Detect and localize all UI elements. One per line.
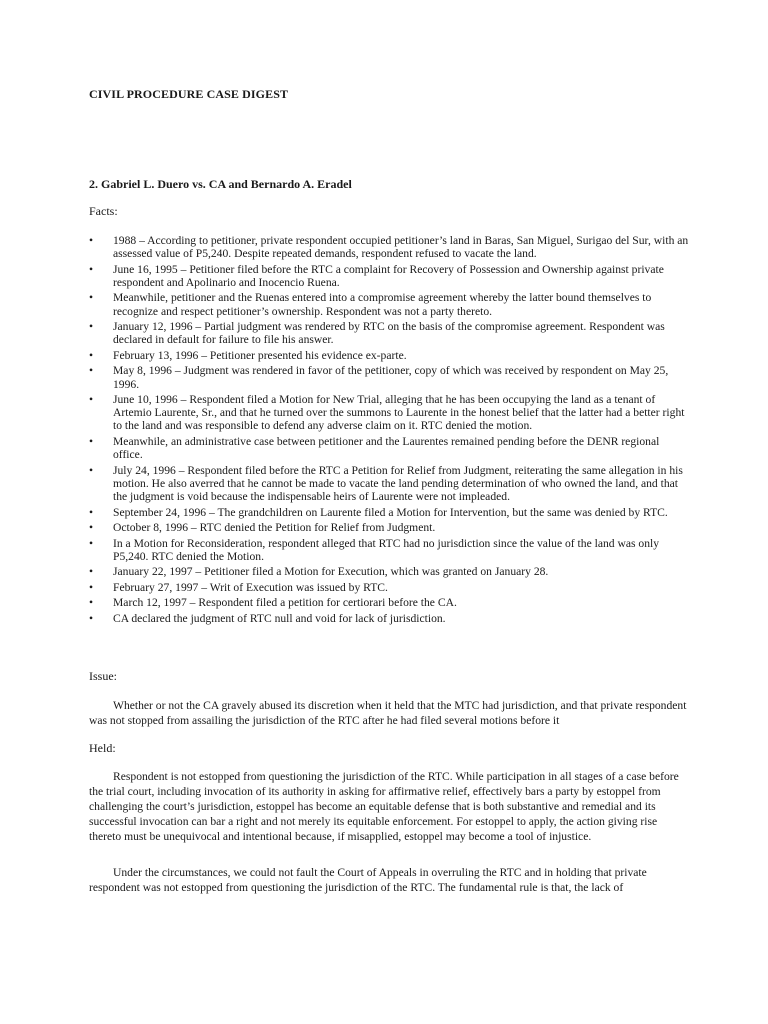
list-item	[89, 234, 689, 260]
list-item	[89, 435, 689, 461]
fact-text: 1988 – According to petitioner, private respondent occupied petitioner’s land in Baras, San Miguel, Surigao del Sur, with an assessed value of P5,240. Despite repeated demands, respondent refused to vacate the land.	[113, 234, 689, 261]
list-item	[89, 612, 689, 625]
list-item	[89, 263, 689, 289]
held-paragraph: Respondent is not estopped from questioning the jurisdiction of the RTC. While participation in all stages of a case before the trial court, including invocation of its authority in asking for affirmative relief, effectively bars a party by estoppel from challenging the court’s jurisdiction, estoppel has become an equitable defense that is both substantive and remedial and its successful invocation can bar a right and not merely its equitable enforcement. For estoppel to apply, the action giving rise thereto must be unequivocal and intentional because, if misapplied, estoppel may become a tool of injustice.	[89, 770, 679, 843]
bullet-icon: •	[89, 320, 94, 334]
list-item	[89, 506, 689, 519]
bullet-icon: •	[89, 596, 94, 610]
list-item	[89, 537, 689, 563]
issue-text: Whether or not the CA gravely abused its discretion when it held that the MTC had jurisdiction, and that private respondent was not stopped from assailing the jurisdiction of the RTC after he had filed several motions before it	[89, 699, 687, 727]
list-item	[89, 349, 689, 362]
facts-list	[89, 234, 689, 627]
list-item	[89, 581, 689, 594]
facts-label: Facts:	[89, 204, 118, 218]
bullet-icon: •	[89, 393, 94, 407]
bullet-icon: •	[89, 364, 94, 378]
document-title: CIVIL PROCEDURE CASE DIGEST	[89, 87, 289, 101]
issue-label: Issue:	[89, 669, 117, 683]
fact-text: July 24, 1996 – Respondent filed before the RTC a Petition for Relief from Judgment, reiterating the same allegation in his motion. He also averred that he cannot be made to vacate the land pending determination of who owned the land, and that the judgment is void because the indispensable heirs of Laurente were not impleaded.	[113, 463, 683, 504]
list-item	[89, 565, 689, 578]
fact-text: Meanwhile, petitioner and the Ruenas entered into a compromise agreement whereby the latter bound themselves to recognize and respect petitioner’s ownership. Respondent was not a party thereto.	[113, 291, 652, 318]
fact-text: June 16, 1995 – Petitioner filed before the RTC a complaint for Recovery of Possession and Ownership against private respondent and Apolinario and Inocencio Ruena.	[113, 262, 664, 289]
bullet-icon: •	[89, 521, 94, 535]
fact-text: January 22, 1997 – Petitioner filed a Motion for Execution, which was granted on January 28.	[113, 565, 549, 579]
fact-text: February 13, 1996 – Petitioner presented his evidence ex-parte.	[113, 348, 407, 362]
held-paragraph: Under the circumstances, we could not fault the Court of Appeals in overruling the RTC and in holding that private respondent was not estopped from questioning the jurisdiction of the RTC. The fundamental rule is that, the lack of	[89, 866, 647, 894]
bullet-icon: •	[89, 565, 94, 579]
list-item	[89, 291, 689, 317]
fact-text: June 10, 1996 – Respondent filed a Motion for New Trial, alleging that he has been occupying the land as a tenant of Artemio Laurente, Sr., and that he turned over the summons to Laurente in the honest belief that the latter had a better right to the land and was responsible to defend any adverse claim on it. RTC denied the motion.	[113, 393, 685, 433]
bullet-icon: •	[89, 291, 94, 305]
bullet-icon: •	[89, 463, 94, 477]
list-item	[89, 464, 689, 504]
fact-text: October 8, 1996 – RTC denied the Petition for Relief from Judgment.	[113, 521, 436, 535]
list-item	[89, 596, 689, 609]
bullet-icon: •	[89, 234, 94, 247]
list-item	[89, 393, 689, 433]
bullet-icon: •	[89, 434, 94, 448]
fact-text: Meanwhile, an administrative case between petitioner and the Laurentes remained pending before the DENR regional office.	[113, 434, 660, 462]
fact-text: March 12, 1997 – Respondent filed a petition for certiorari before the CA.	[113, 596, 457, 610]
held-label: Held:	[89, 741, 116, 755]
list-item	[89, 521, 689, 534]
bullet-icon: •	[89, 536, 94, 550]
list-item	[89, 320, 689, 346]
bullet-icon: •	[89, 611, 94, 625]
bullet-icon: •	[89, 505, 94, 519]
bullet-icon: •	[89, 262, 94, 276]
fact-text: September 24, 1996 – The grandchildren on Laurente filed a Motion for Intervention, but the same was denied by RTC.	[113, 505, 668, 519]
bullet-icon: •	[89, 580, 94, 594]
case-title: 2. Gabriel L. Duero vs. CA and Bernardo A. Eradel	[89, 177, 352, 191]
fact-text: January 12, 1996 – Partial judgment was rendered by RTC on the basis of the compromise agreement. Respondent was declared in default for failure to file his answer.	[113, 320, 665, 347]
list-item	[89, 364, 689, 390]
fact-text: February 27, 1997 – Writ of Execution was issued by RTC.	[113, 580, 388, 594]
fact-text: In a Motion for Reconsideration, respondent alleged that RTC had no jurisdiction since the value of the land was only P5,240. RTC denied the Motion.	[113, 536, 660, 563]
bullet-icon: •	[89, 348, 94, 362]
fact-text: May 8, 1996 – Judgment was rendered in favor of the petitioner, copy of which was received by respondent on May 25, 1996.	[113, 364, 669, 391]
fact-text: CA declared the judgment of RTC null and void for lack of jurisdiction.	[113, 611, 446, 625]
